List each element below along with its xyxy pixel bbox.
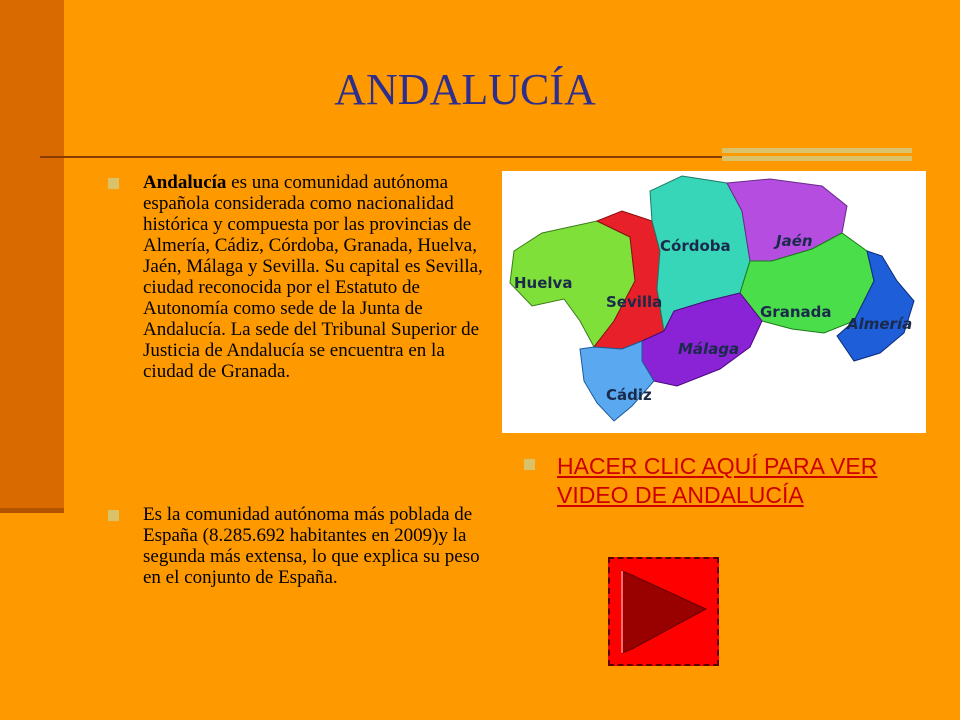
paragraph-intro-bold: Andalucía	[143, 172, 227, 193]
square-bullet-icon	[108, 178, 119, 189]
map-label-sevilla: Sevilla	[606, 293, 663, 311]
decorative-bars	[722, 148, 912, 164]
video-link[interactable]: HACER CLIC AQUÍ PARA VER VIDEO DE ANDALUCÍA	[557, 453, 878, 508]
play-icon	[610, 559, 717, 664]
map-label-almeria: Almería	[847, 315, 913, 333]
left-band-underline	[0, 508, 64, 513]
play-video-button[interactable]	[608, 557, 719, 666]
map-label-jaen: Jaén	[776, 232, 813, 250]
paragraph-population: Es la comunidad autónoma más poblada de España (8.285.692 habitantes en 2009)y la segunda más extensa, lo que explica su peso en el conjunto de España.	[143, 504, 480, 588]
map-label-cadiz: Cádiz	[606, 386, 652, 404]
square-bullet-icon	[524, 459, 535, 470]
square-bullet-icon	[108, 510, 119, 521]
map-label-malaga: Málaga	[678, 340, 740, 358]
map-label-huelva: Huelva	[514, 274, 573, 292]
andalucia-map	[502, 171, 926, 433]
paragraph-intro	[143, 172, 488, 382]
paragraph-intro-text: es una comunidad autónoma española considerada como nacionalidad histórica y compuesta por las provincias de Almería, Cádiz, Córdoba, Granada, Huelva, Jaén, Málaga y Sevilla. Su capital es Sevilla, ciudad reconocida por el Estatuto de Autonomía como sede de la Junta de Andalucía. La sede del Tribunal Superior de Justicia de Andalucía se encuentra en la ciudad de Granada.	[143, 172, 483, 382]
slide-title: ANDALUCÍA	[334, 65, 596, 114]
map-label-granada: Granada	[760, 303, 832, 321]
map-label-cordoba: Córdoba	[660, 237, 731, 255]
